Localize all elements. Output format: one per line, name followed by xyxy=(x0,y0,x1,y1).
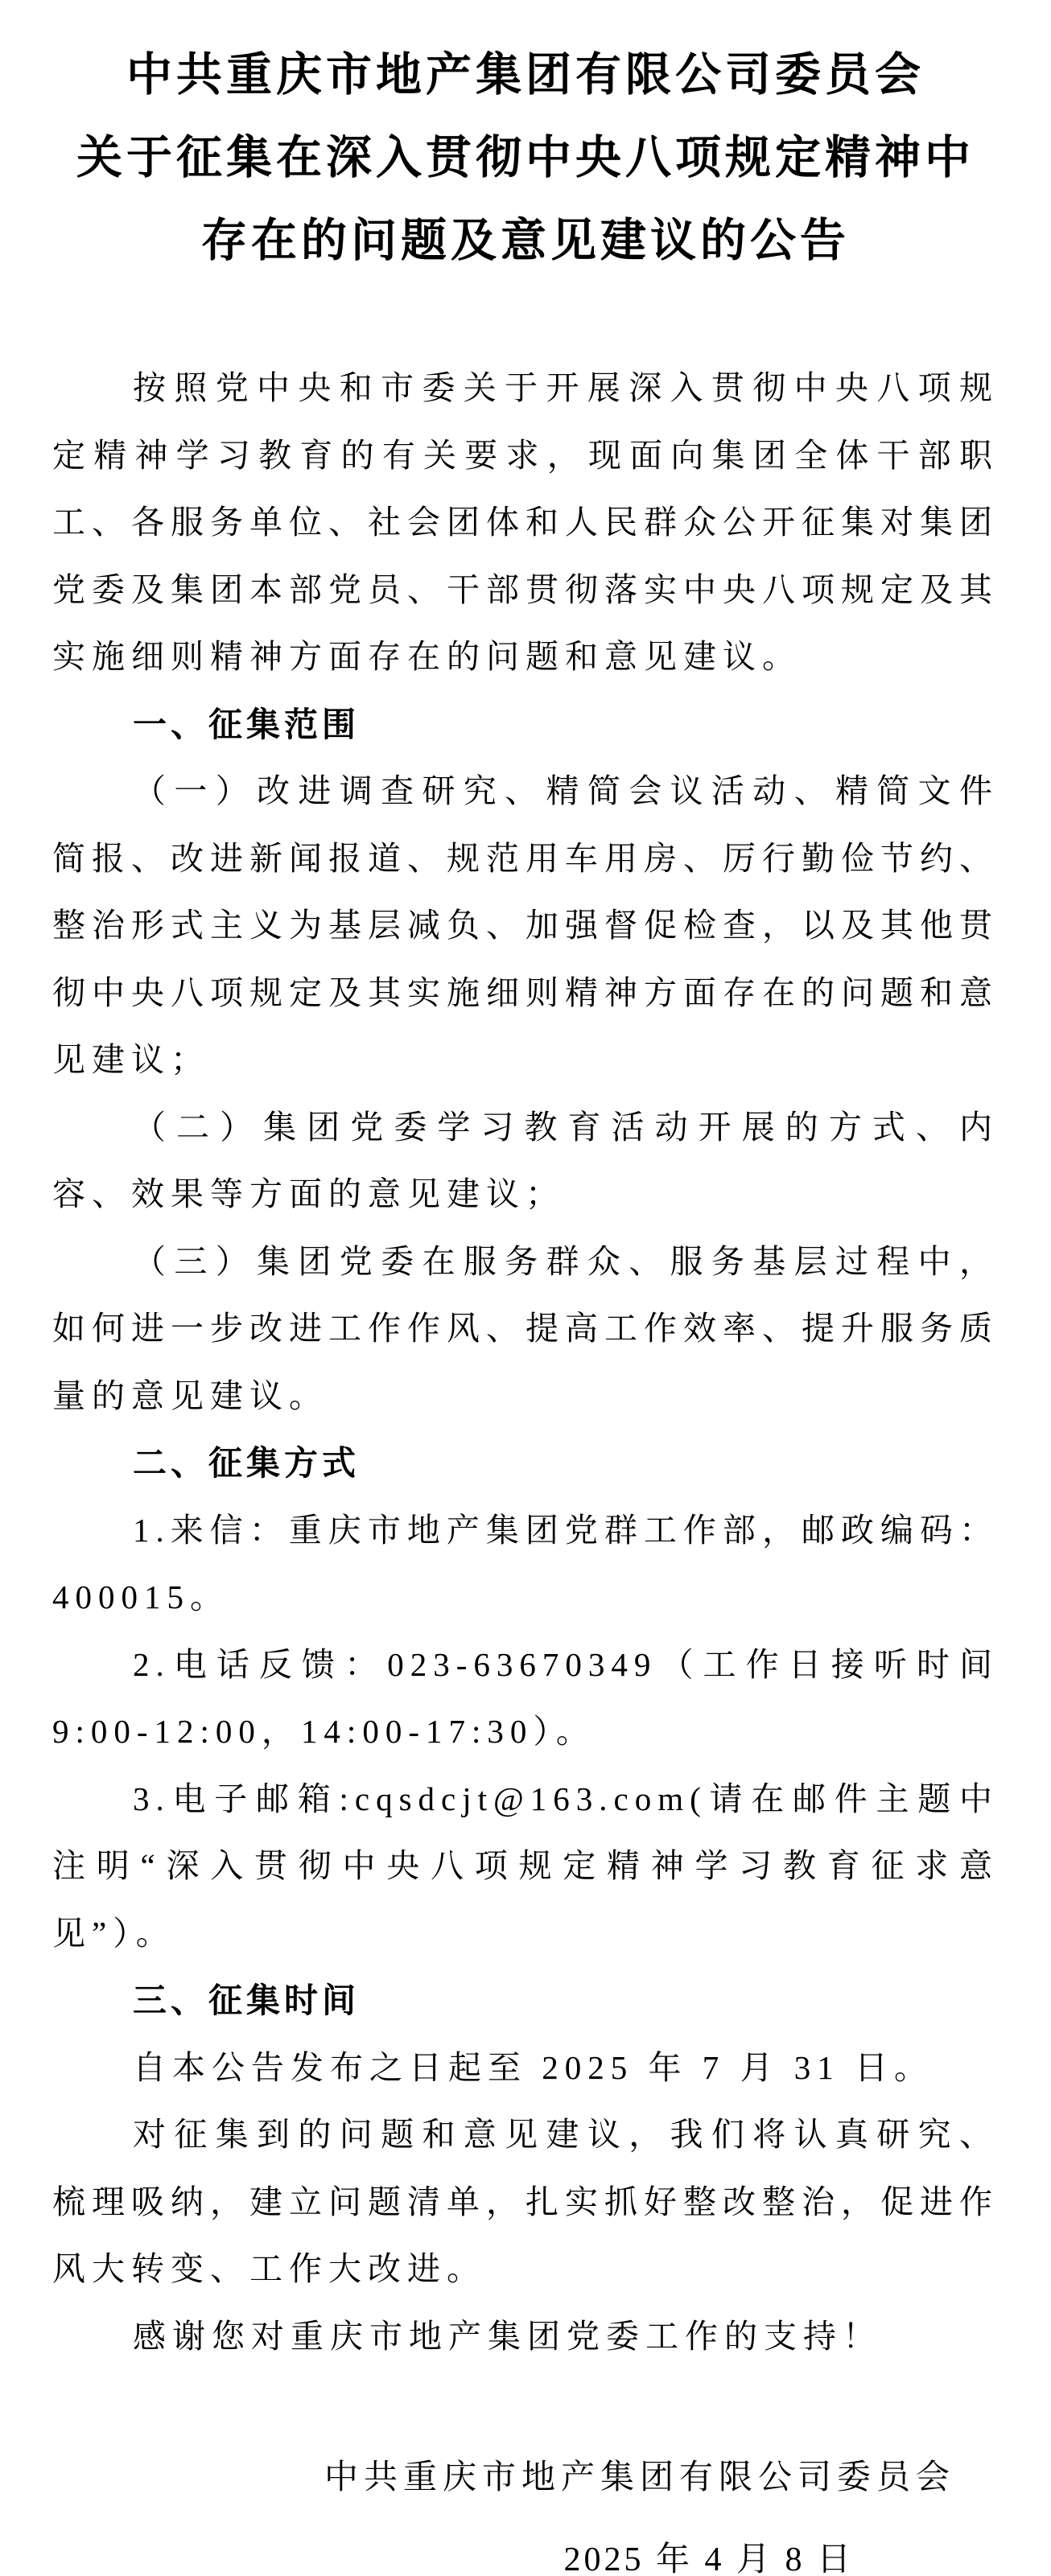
section-2-paragraph-mail: 1.来信：重庆市地产集团党群工作部，邮政编码：400015。 xyxy=(52,1511,999,1615)
signature-date: 2025 年 4 月 8 日 xyxy=(563,2541,854,2576)
section-2-paragraph-phone: 2.电话反馈：023-63670349（工作日接听时间9:00-12:00，14:00-17:30）。 xyxy=(52,1645,999,1750)
document-title xyxy=(52,34,999,282)
title-line-1: 中共重庆市地产集团有限公司委员会 xyxy=(126,49,925,101)
section-1-paragraph-3: （三）集团党委在服务群众、服务基层过程中，如何进一步改进工作作风、提高工作效率、提升服务质量的意见建议。 xyxy=(52,1242,999,1414)
section-3-paragraph-followup: 对征集到的问题和意见建议，我们将认真研究、梳理吸纳，建立问题清单，扎实抓好整改整治，促进作风大转变、工作大改进。 xyxy=(52,2116,999,2287)
section-2-heading: 二、征集方式 xyxy=(133,1444,361,1482)
section-2-paragraph-email: 3.电子邮箱:cqsdcjt@163.com(请在邮件主题中注明“深入贯彻中央八项规定精神学习教育征求意见”）。 xyxy=(52,1780,999,1952)
intro-paragraph: 按照党中央和市委关于开展深入贯彻中央八项规定精神学习教育的有关要求，现面向集团全体干部职工、各服务单位、社会团体和人民群众公开征集对集团党委及集团本部党员、干部贯彻落实中央八项规定及其实施细则精神方面存在的问题和意见建议。 xyxy=(52,369,999,675)
section-3-heading: 三、征集时间 xyxy=(133,1981,361,2019)
section-3-paragraph-thanks: 感谢您对重庆市地产集团党委工作的支持！ xyxy=(133,2317,882,2355)
title-line-2: 关于征集在深入贯彻中央八项规定精神中 xyxy=(76,132,975,183)
title-line-3: 存在的问题及意见建议的公告 xyxy=(201,215,850,266)
section-1-paragraph-2: （二）集团党委学习教育活动开展的方式、内容、效果等方面的意见建议； xyxy=(52,1108,999,1212)
section-1-paragraph-1: （一）改进调查研究、精简会议活动、精简文件简报、改进新闻报道、规范用车用房、厉行勤俭节约、整治形式主义为基层减负、加强督促检查，以及其他贯彻中央八项规定及其实施细则精神方面存在的问题和意见建议； xyxy=(52,772,999,1078)
section-1-heading: 一、征集范围 xyxy=(133,705,361,743)
document-body xyxy=(52,355,999,2576)
signature-committee: 中共重庆市地产集团有限公司委员会 xyxy=(324,2459,955,2496)
section-3-paragraph-deadline: 自本公告发布之日起至 2025 年 7 月 31 日。 xyxy=(133,2048,934,2086)
